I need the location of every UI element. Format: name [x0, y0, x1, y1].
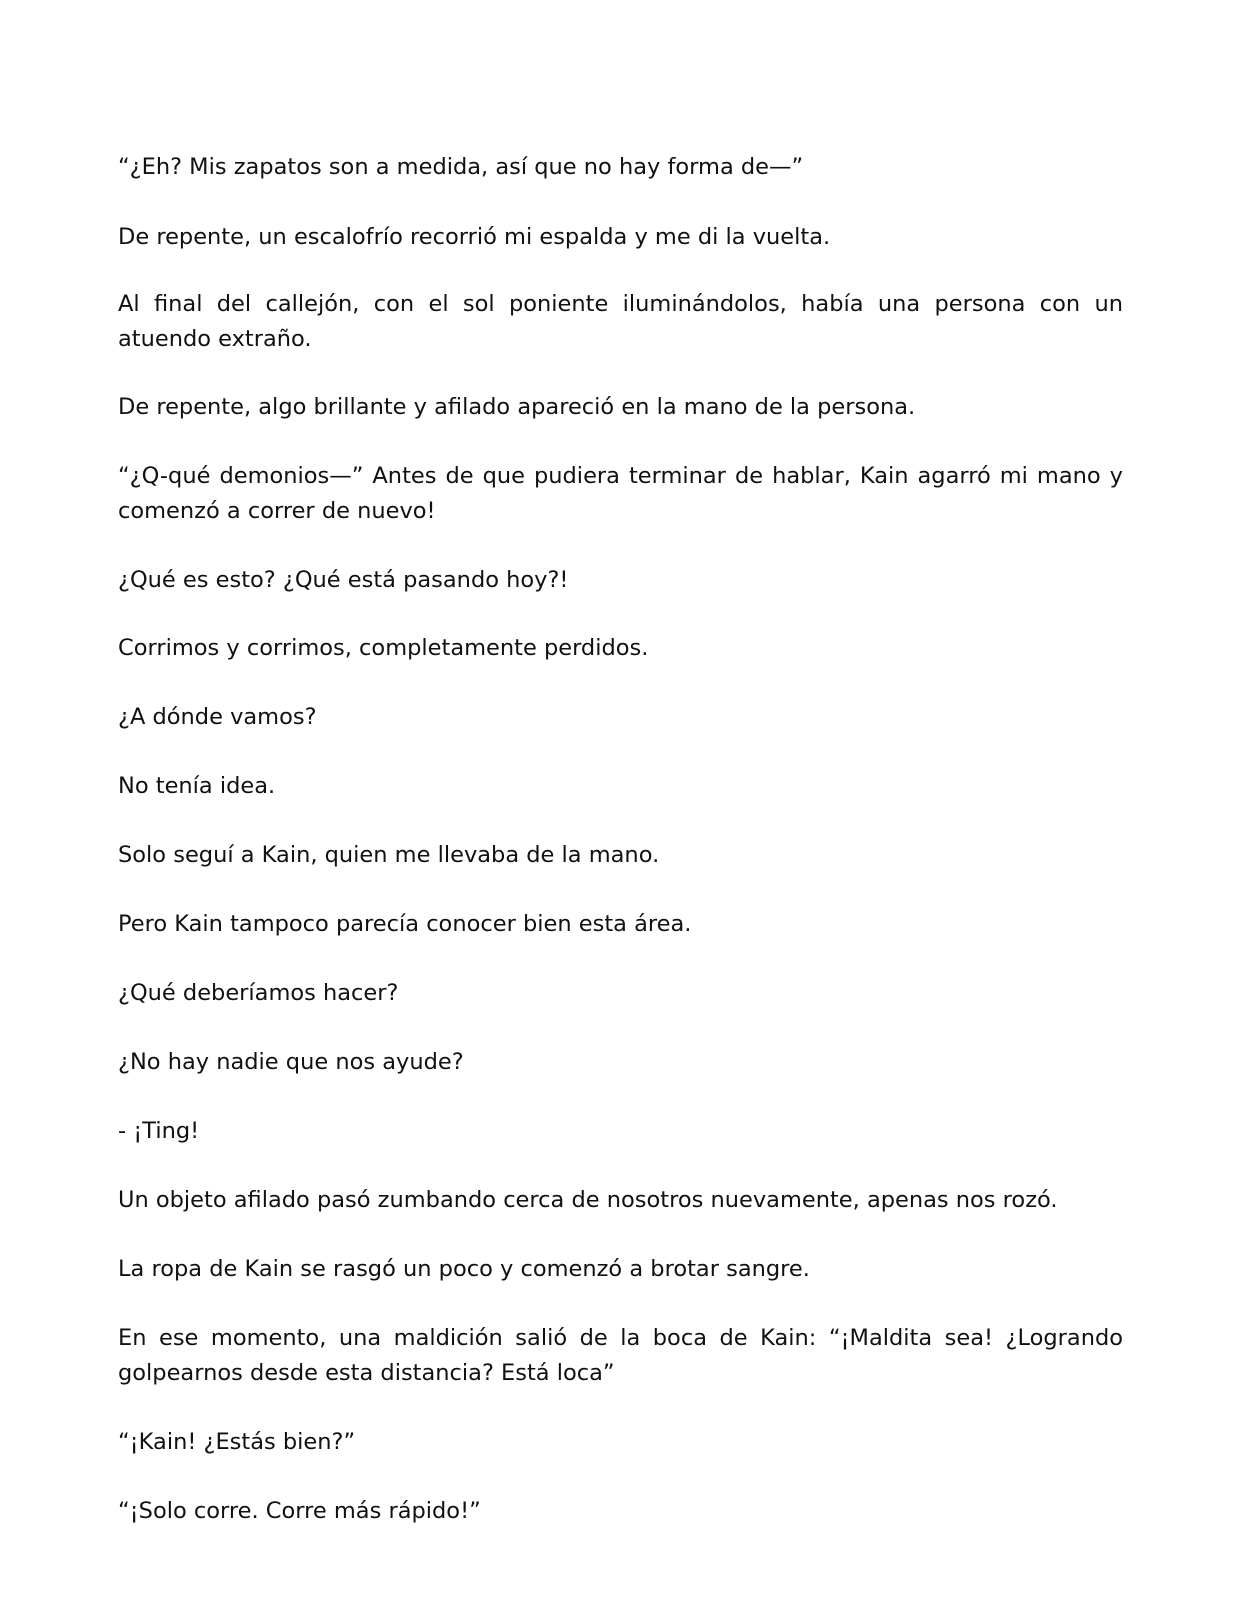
- paragraph: “¿Eh? Mis zapatos son a medida, así que no hay forma de—”: [118, 154, 804, 180]
- paragraph: Un objeto afilado pasó zumbando cerca de nosotros nuevamente, apenas nos rozó.: [118, 1187, 1058, 1213]
- paragraph: De repente, algo brillante y afilado apareció en la mano de la persona.: [118, 394, 916, 420]
- paragraph: ¿Qué es esto? ¿Qué está pasando hoy?!: [118, 567, 569, 593]
- paragraph: Pero Kain tampoco parecía conocer bien esta área.: [118, 911, 692, 937]
- paragraph: “¡Kain! ¿Estás bien?”: [118, 1429, 356, 1455]
- paragraph: Al final del callejón, con el sol poniente iluminándolos, había una persona con un atuendo extraño.: [118, 291, 1123, 352]
- paragraph: De repente, un escalofrío recorrió mi espalda y me di la vuelta.: [118, 224, 831, 250]
- paragraph: “¡Solo corre. Corre más rápido!”: [118, 1498, 481, 1524]
- paragraph: En ese momento, una maldición salió de la boca de Kain: “¡Maldita sea! ¿Logrando golpearnos desde esta distancia? Está loca”: [118, 1325, 1123, 1386]
- paragraph: La ropa de Kain se rasgó un poco y comenzó a brotar sangre.: [118, 1256, 810, 1282]
- paragraph: ¿A dónde vamos?: [118, 704, 317, 730]
- paragraph: Corrimos y corrimos, completamente perdidos.: [118, 635, 649, 661]
- paragraph: Solo seguí a Kain, quien me llevaba de la mano.: [118, 842, 660, 868]
- paragraph: ¿Qué deberíamos hacer?: [118, 980, 399, 1006]
- paragraph: ¿No hay nadie que nos ayude?: [118, 1049, 464, 1075]
- paragraph: - ¡Ting!: [118, 1118, 200, 1144]
- paragraph: “¿Q-qué demonios—” Antes de que pudiera terminar de hablar, Kain agarró mi mano y comenzó a correr de nuevo!: [118, 463, 1123, 524]
- paragraph: No tenía idea.: [118, 773, 276, 799]
